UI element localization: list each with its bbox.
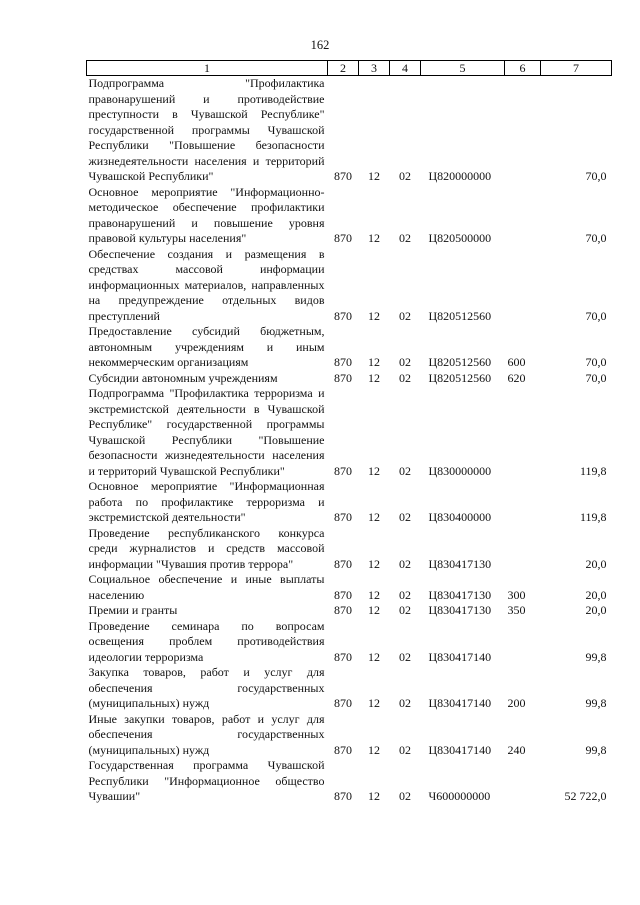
row-target-code: Ц830417140 (428, 649, 492, 664)
row-ministry-code: 870 (334, 355, 352, 369)
row-name: Иные закупки товаров, работ и услуг для обеспечения государственных (муниципальных) нужд (88, 711, 325, 757)
header-col-6: 6 (505, 61, 541, 76)
row-ministry-code: 870 (334, 649, 352, 664)
row-target-code: Ц820512560 (428, 308, 492, 323)
row-section: 12 (368, 463, 380, 478)
row-section: 12 (368, 696, 380, 710)
table-row (87, 758, 612, 805)
table-row (87, 479, 612, 526)
row-subsection: 02 (399, 587, 411, 602)
row-expense-kind: 200 (507, 696, 526, 710)
row-target-code: Ч600000000 (428, 789, 491, 803)
row-amount: 70,0 (585, 308, 607, 323)
table-row (87, 572, 612, 603)
row-section: 12 (368, 587, 380, 602)
row-ministry-code: 870 (334, 742, 352, 757)
row-target-code: Ц820512560 (428, 370, 492, 385)
row-amount: 70,0 (585, 370, 607, 385)
row-expense-kind (505, 386, 541, 479)
row-ministry-code: 870 (334, 603, 352, 617)
row-subsection: 02 (399, 603, 411, 617)
header-col-5: 5 (421, 61, 505, 76)
table-row (87, 76, 612, 185)
table-row (87, 619, 612, 666)
row-amount: 99,8 (585, 696, 607, 710)
table-row (87, 185, 612, 247)
header-row (87, 61, 612, 76)
row-amount: 70,0 (585, 169, 607, 183)
row-expense-kind (505, 76, 541, 185)
row-name: Основное мероприятие "Информационная работа по профилактике терроризма и экстремистской деятельности" (88, 479, 325, 524)
row-name: Проведение республиканского конкурса среди журналистов и средств массовой информации "Чувашия против террора" (88, 525, 325, 571)
row-subsection: 02 (399, 169, 411, 183)
table-row (87, 371, 612, 387)
row-ministry-code: 870 (334, 510, 352, 524)
table-header (87, 61, 612, 76)
row-expense-kind: 620 (507, 370, 526, 385)
row-subsection: 02 (399, 742, 411, 757)
row-name: Основное мероприятие "Информационно-методическое обеспечение профилактики правонарушений и повышение уровня правовой культуры населения" (88, 184, 325, 245)
row-amount: 99,8 (585, 742, 607, 757)
row-ministry-code: 870 (334, 370, 352, 385)
row-ministry-code: 870 (334, 587, 352, 602)
row-expense-kind: 350 (507, 603, 526, 617)
row-section: 12 (368, 789, 380, 803)
header-col-3: 3 (359, 61, 390, 76)
header-col-7: 7 (541, 61, 612, 76)
table-row (87, 526, 612, 573)
row-subsection: 02 (399, 463, 411, 478)
row-target-code: Ц830417130 (428, 603, 492, 617)
row-ministry-code: 870 (334, 789, 352, 803)
row-section: 12 (368, 556, 380, 571)
row-subsection: 02 (399, 370, 411, 385)
row-section: 12 (368, 742, 380, 757)
row-ministry-code: 870 (334, 169, 352, 183)
row-section: 12 (368, 308, 380, 323)
row-target-code: Ц820500000 (428, 231, 492, 245)
header-col-1: 1 (87, 61, 328, 76)
row-expense-kind (505, 526, 541, 573)
row-amount: 99,8 (585, 649, 607, 664)
row-ministry-code: 870 (334, 308, 352, 323)
row-amount: 20,0 (585, 556, 607, 571)
row-expense-kind (505, 479, 541, 526)
row-name: Подпрограмма "Профилактика правонарушений и противодействие преступности в Чувашской Республике" государственной программы Чувашской Республики "Повышение безопасности жизнедеятельности населения и территорий Чувашской Республики" (88, 76, 325, 183)
row-name: Предоставление субсидий бюджетным, автономным учреждениям и иным некоммерческим организациям (88, 324, 325, 369)
row-target-code: Ц820000000 (428, 169, 492, 183)
table-row (87, 603, 612, 619)
row-expense-kind: 600 (507, 355, 526, 369)
row-expense-kind (505, 247, 541, 325)
row-name: Премии и гранты (88, 603, 178, 617)
row-ministry-code: 870 (334, 231, 352, 245)
row-expense-kind (505, 619, 541, 666)
row-target-code: Ц820512560 (428, 355, 492, 369)
table-body (87, 76, 612, 805)
table-row (87, 324, 612, 371)
row-amount: 70,0 (585, 355, 607, 369)
budget-table (86, 60, 612, 805)
row-ministry-code: 870 (334, 556, 352, 571)
row-section: 12 (368, 231, 380, 245)
row-subsection: 02 (399, 308, 411, 323)
row-subsection: 02 (399, 355, 411, 369)
row-expense-kind: 240 (507, 742, 526, 757)
table-row (87, 665, 612, 712)
header-col-4: 4 (390, 61, 421, 76)
row-name: Проведение семинара по вопросам освещения проблем противодействия идеологии терроризма (88, 618, 325, 664)
row-section: 12 (368, 510, 380, 524)
table-row (87, 247, 612, 325)
row-name: Обеспечение создания и размещения в средствах массовой информации информационных материалов, направленных на предупреждение отдельных видов преступлений (88, 246, 325, 323)
row-ministry-code: 870 (334, 463, 352, 478)
row-expense-kind (505, 758, 541, 805)
page-number: 162 (310, 38, 330, 52)
row-subsection: 02 (399, 696, 411, 710)
row-section: 12 (368, 355, 380, 369)
row-name: Государственная программа Чувашской Республики "Информационное общество Чувашии" (88, 758, 325, 803)
row-expense-kind (505, 185, 541, 247)
row-subsection: 02 (399, 231, 411, 245)
row-amount: 20,0 (585, 603, 607, 617)
row-subsection: 02 (399, 556, 411, 571)
row-subsection: 02 (399, 510, 411, 524)
row-amount: 52 722,0 (564, 789, 607, 803)
table-row (87, 386, 612, 479)
row-expense-kind: 300 (507, 587, 526, 602)
row-target-code: Ц830000000 (428, 463, 492, 478)
row-amount: 119,8 (579, 510, 607, 524)
row-target-code: Ц830417140 (428, 696, 492, 710)
row-amount: 20,0 (585, 587, 607, 602)
row-target-code: Ц830417130 (428, 587, 492, 602)
row-subsection: 02 (399, 649, 411, 664)
row-target-code: Ц830417140 (428, 742, 492, 757)
row-target-code: Ц830417130 (428, 556, 492, 571)
row-section: 12 (368, 370, 380, 385)
row-name: Субсидии автономным учреждениям (88, 370, 278, 385)
row-ministry-code: 870 (334, 696, 352, 710)
row-name: Социальное обеспечение и иные выплаты населению (88, 572, 325, 602)
header-col-2: 2 (328, 61, 359, 76)
row-amount: 119,8 (579, 463, 607, 478)
row-name: Подпрограмма "Профилактика терроризма и экстремистской деятельности в Чувашской Республике" государственной программы Чувашской Республики "Повышение безопасности жизнедеятельности населения и территорий Чувашской Республики" (88, 386, 325, 478)
row-subsection: 02 (399, 789, 411, 803)
row-section: 12 (368, 649, 380, 664)
row-amount: 70,0 (585, 231, 607, 245)
row-name: Закупка товаров, работ и услуг для обеспечения государственных (муниципальных) нужд (88, 665, 325, 710)
table-row (87, 712, 612, 759)
row-target-code: Ц830400000 (428, 510, 492, 524)
row-section: 12 (368, 169, 380, 183)
row-section: 12 (368, 603, 380, 617)
